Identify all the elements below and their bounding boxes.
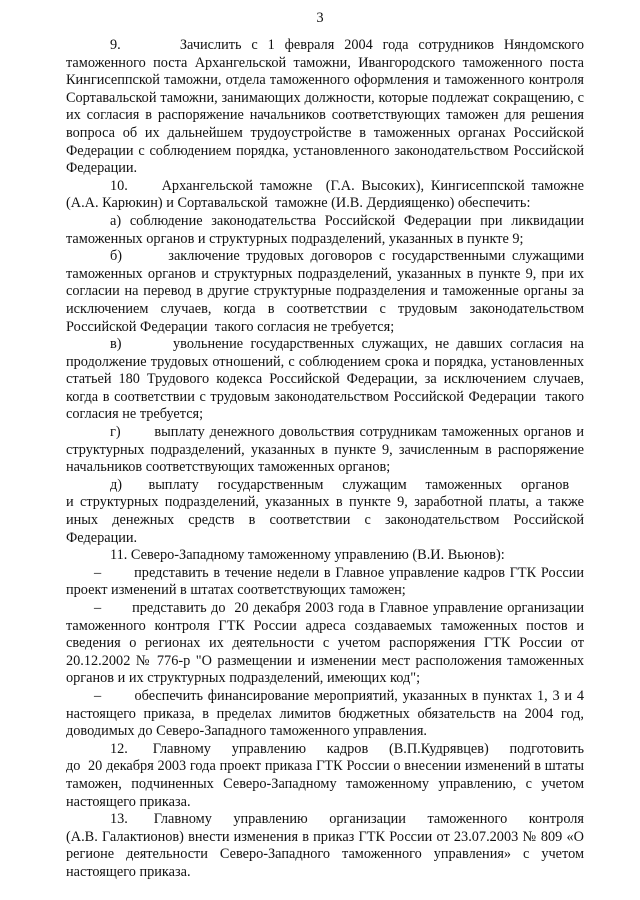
paragraph-10-v: в) увольнение государственных служащих, не давших согласия на продолжение трудовых отношений, с соблюдением срока и порядка, установленных статьей 180 Трудового кодекса Российской Федерации, за исключением случаев, когда в соответствии с трудовым законодательством Российской Федерации такого согласия не требуется; bbox=[66, 336, 584, 423]
paragraph-11-item-3: – обеспечить финансирование мероприятий, указанных в пунктах 1, 3 и 4 настоящего приказа, в пределах лимитов бюджетных обязательств на 2004 год, доводимых до Северо-Западного таможенного управления. bbox=[66, 687, 584, 740]
paragraph-11-item-1: – представить в течение недели в Главное управление кадров ГТК России проект изменений в штатах соответствующих таможен; bbox=[66, 564, 584, 599]
paragraph-11: 11. Северо-Западному таможенному управлению (В.И. Вьюнов): bbox=[110, 547, 505, 564]
paragraph-9: 9. Зачислить с 1 февраля 2004 года сотрудников Няндомского таможенного поста Архангельской таможни, Ивангородского таможенного поста Кингисеппской таможни, отдела таможенного оформления и таможенного контроля Сортавальской таможни, занимающих должности, которые подлежат сокращению, с их согласия в распоряжение начальников соответствующих таможен для решения вопроса об их дальнейшем трудоустройстве в таможенных органах Российской Федерации с соблюдением порядка, установленного законодательством Российской Федерации. bbox=[66, 37, 584, 177]
paragraph-13: 13. Главному управлению организации таможенного контроля (А.В. Галактионов) внести изменения в приказ ГТК России от 23.07.2003 № 809 «О регионе деятельности Северо-Западного таможенного управления» с учетом настоящего приказа. bbox=[66, 811, 584, 880]
paragraph-10-b: б) заключение трудовых договоров с государственными служащими таможенных органов и структурных подразделений, указанных в пункте 9, при их согласии на перевод в другие структурные подразделения и таможенные органы за исключением случаев, когда в соответствии с трудовым законодательством Российской Федерации такого согласия не требуется; bbox=[66, 248, 584, 335]
paragraph-11-item-2: – представить до 20 декабря 2003 года в Главное управление организации таможенного контроля ГТК России адреса создаваемых таможенных постов и сведения о регионах их деятельности с учетом распоряжения ГТК России от 20.12.2002 № 776-р "О размещении и изменении мест расположения таможенных органов и их структурных подразделений, имеющих код"; bbox=[66, 600, 584, 687]
paragraph-10-g: г) выплату денежного довольствия сотрудникам таможенных органов и структурных подразделений, указанных в пункте 9, зачисленным в распоряжение начальников соответствующих таможенных органов; bbox=[66, 424, 584, 476]
page-number: 3 bbox=[316, 10, 324, 26]
paragraph-10-a: а) соблюдение законодательства Российской Федерации при ликвидации таможенных органов и структурных подразделений, указанных в пункте 9; bbox=[66, 212, 584, 247]
paragraph-10-d: д) выплату государственным служащим таможенных органов и структурных подразделений, указанных в пункте 9, заработной платы, а также иных денежных средств в соответствии с законодательством Российской Федерации. bbox=[66, 476, 584, 546]
paragraph-12: 12. Главному управлению кадров (В.П.Кудрявцев) подготовить до 20 декабря 2003 года проект приказа ГТК России о внесении изменений в штаты таможен, подчиненных Северо-Западному таможенному управлению, с учетом настоящего приказа. bbox=[66, 740, 584, 810]
paragraph-10: 10. Архангельской таможне (Г.А. Высоких), Кингисеппской таможне (А.А. Карюкин) и Сортавальской таможне (И.В. Дердиященко) обеспечить: bbox=[66, 177, 584, 212]
document-body bbox=[66, 37, 584, 882]
